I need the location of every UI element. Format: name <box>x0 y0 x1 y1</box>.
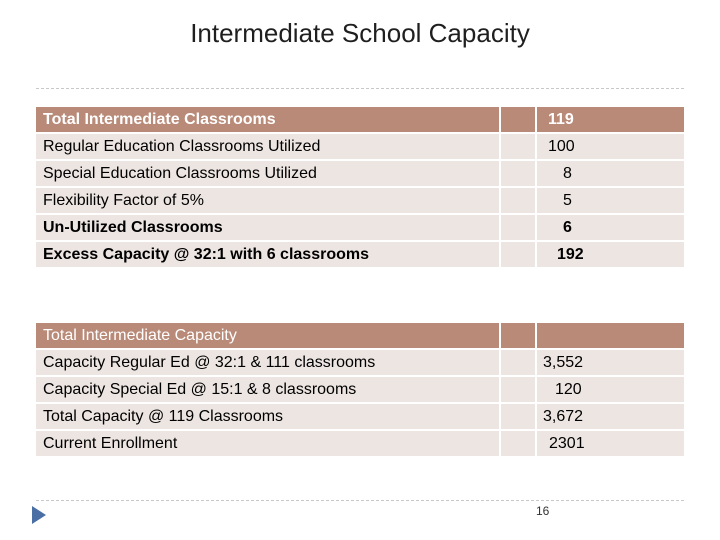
row-value: 3,672 <box>537 404 684 431</box>
header-value <box>537 323 684 350</box>
table-row <box>36 215 684 242</box>
table-row <box>36 134 684 161</box>
table-row <box>36 431 684 458</box>
row-value: 8 <box>537 161 684 188</box>
row-value: 2301 <box>537 431 684 458</box>
row-label: Current Enrollment <box>36 431 501 458</box>
table-row <box>36 242 684 269</box>
footer-divider <box>36 500 684 501</box>
table-row <box>36 377 684 404</box>
play-arrow-icon[interactable] <box>32 506 46 529</box>
row-label: Excess Capacity @ 32:1 with 6 classrooms <box>36 242 501 269</box>
table-row <box>36 350 684 377</box>
row-label: Total Capacity @ 119 Classrooms <box>36 404 501 431</box>
row-label: Capacity Regular Ed @ 32:1 & 111 classrooms <box>36 350 501 377</box>
row-value: 192 <box>537 242 684 269</box>
title-divider <box>36 88 684 89</box>
row-value: 3,552 <box>537 350 684 377</box>
row-value: 6 <box>537 215 684 242</box>
row-label: Un-Utilized Classrooms <box>36 215 501 242</box>
capacity-table <box>36 323 684 458</box>
classrooms-table <box>36 107 684 269</box>
row-value: 100 <box>537 134 684 161</box>
row-label: Flexibility Factor of 5% <box>36 188 501 215</box>
slide-title: Intermediate School Capacity <box>190 18 530 48</box>
table-row <box>36 188 684 215</box>
row-value: 5 <box>537 188 684 215</box>
header-label: Total Intermediate Classrooms <box>36 107 501 134</box>
row-value: 120 <box>537 377 684 404</box>
page-number: 16 <box>536 504 550 518</box>
header-value: 119 <box>537 107 684 134</box>
table-row <box>36 161 684 188</box>
row-label: Capacity Special Ed @ 15:1 & 8 classrooms <box>36 377 501 404</box>
table-row <box>36 404 684 431</box>
row-label: Special Education Classrooms Utilized <box>36 161 501 188</box>
header-label: Total Intermediate Capacity <box>36 323 501 350</box>
table-header-row <box>36 323 684 350</box>
row-label: Regular Education Classrooms Utilized <box>36 134 501 161</box>
table-header-row <box>36 107 684 134</box>
